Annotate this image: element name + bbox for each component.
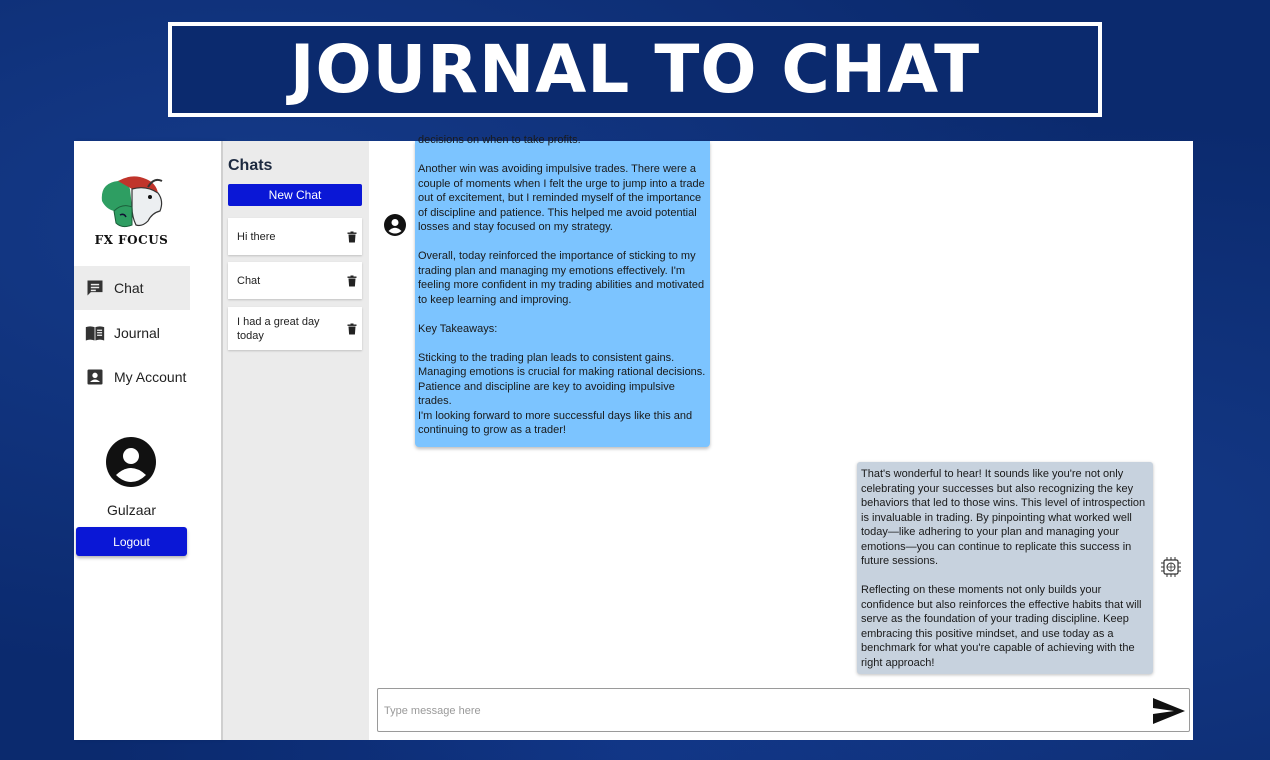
sidebar-item-journal[interactable] [74,311,190,355]
message-paragraph: Key Takeaways: [418,322,498,335]
chats-panel [223,141,369,740]
sidebar-item-my-account[interactable] [74,355,190,399]
message-paragraph: Reflecting on these moments not only builds your confidence but also reinforces the effective habits that will serve as the foundation of your trading discipline. Keep embracing this positive mindset, and use today as a benchmark for what you're capable of achieving with the right approach! [861,584,1142,669]
sidebar-item-label: Journal [114,325,160,341]
message-paragraph: Sticking to the trading plan leads to consistent gains. Managing emotions is crucial for making rational decisions. Patience and discipline are key to avoiding impulsive trades. I'm looking forward to more successful days like this and continuing to grow as a trader! [418,351,706,436]
chat-list-item[interactable] [228,307,362,350]
sidebar-item-label: My Account [114,369,187,385]
message-paragraph: decisions on when to take profits. [418,134,581,146]
chat-item-label: Chat [237,274,261,287]
logout-button[interactable]: Logout [76,527,187,556]
trash-icon[interactable] [346,323,358,335]
app-window [74,134,1193,740]
page-banner [168,22,1102,117]
ai-chip-icon [1159,555,1183,579]
banner-title: JOURNAL TO CHAT [289,30,981,108]
message-paragraph: Another win was avoiding impulsive trades. There were a couple of moments when I felt the urge to jump into a trade out of excitement, but I reminded myself of the importance of discipline and patience. This helped me avoid potential losses and stay focused on my strategy. [418,163,705,233]
conversation-pane [370,134,1193,740]
message-paragraph: Overall, today reinforced the importance of sticking to my trading plan and managing my emotions effectively. I'm feeling more confident in my trading abilities and motivated to keep learning and improving. [418,250,705,306]
send-icon[interactable] [1152,697,1186,725]
new-chat-button[interactable]: New Chat [228,184,362,206]
sidebar-item-label: Chat [114,280,144,296]
chat-item-label: I had a great day today [237,315,320,342]
trash-icon[interactable] [346,275,358,287]
brand-name: FX FOCUS [94,233,169,247]
chat-item-label: Hi there [237,230,276,243]
assistant-message-bubble [857,462,1153,674]
username: Gulzaar [106,502,157,518]
book-icon [85,323,105,343]
sidebar-item-chat[interactable] [74,266,190,310]
user-message-bubble [415,134,710,447]
chat-list-item[interactable] [228,218,362,255]
chats-title: Chats [228,157,273,174]
avatar-icon [106,437,156,487]
message-composer [377,688,1190,732]
message-input[interactable] [382,689,1146,733]
sidebar-nav [74,141,223,740]
user-avatar-icon [384,214,406,236]
chat-icon [85,278,105,298]
chat-list-item[interactable] [228,262,362,299]
message-paragraph: That's wonderful to hear! It sounds like you're not only celebrating your successes but also recognizing the key behaviors that led to those wins. This level of introspection is invaluable in trading. By pinpointing what worked well today—like adhering to your plan and managing your emotions—you can continue to replicate this success in future sessions. [861,468,1146,567]
account-box-icon [85,367,105,387]
trash-icon[interactable] [346,231,358,243]
